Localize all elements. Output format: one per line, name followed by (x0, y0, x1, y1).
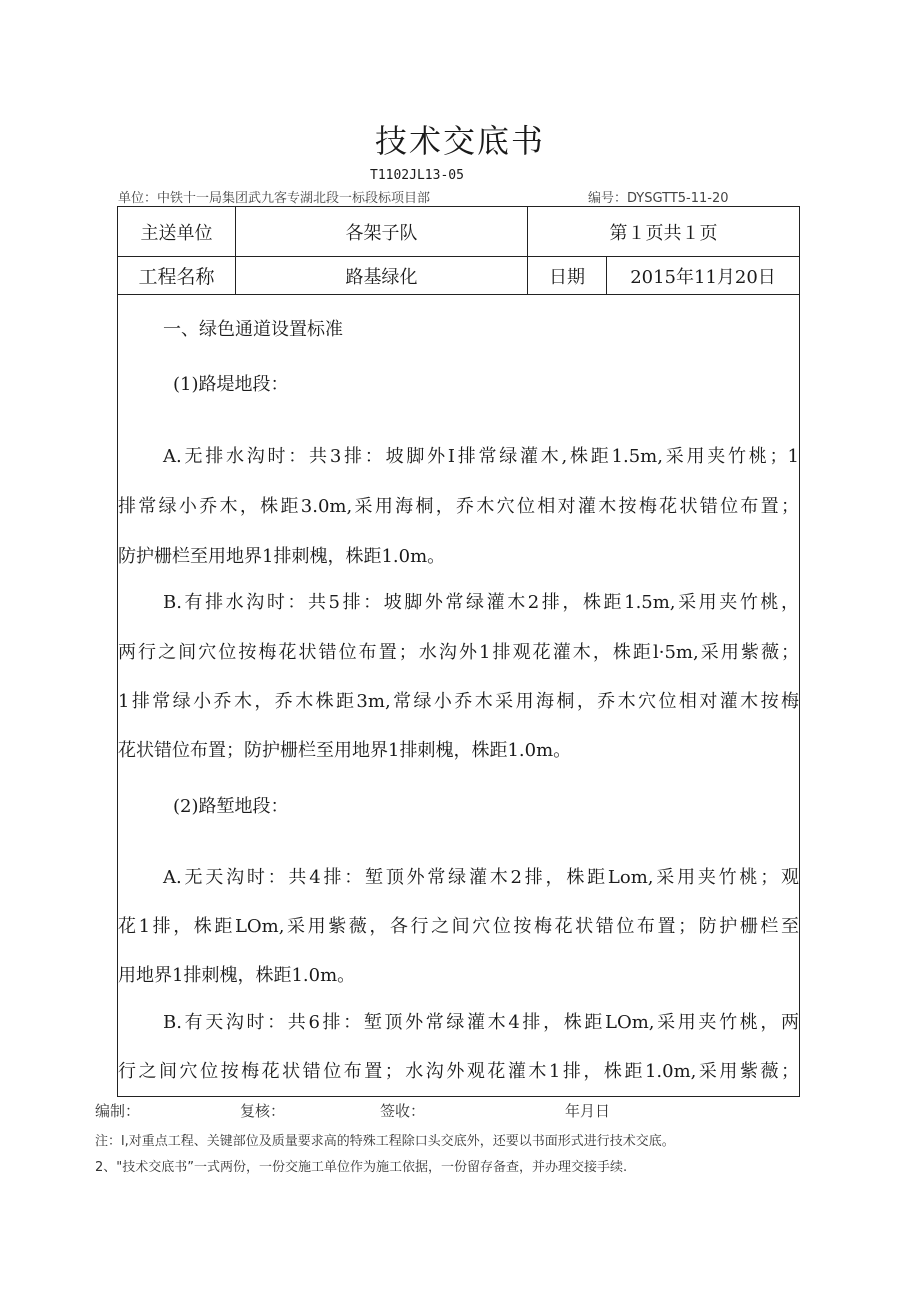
paragraph-line: B.有天沟时：共6排：堑顶外常绿灌木4排，株距LOm,采用夹竹桃，两 (163, 1012, 799, 1033)
project-label: 工程名称 (138, 266, 215, 288)
content-body (118, 295, 799, 1095)
paragraph-line: 两行之间穴位按梅花状错位布置；水沟外1排观花灌木，株距l·5m,采用紫薇； (118, 642, 799, 663)
recipient-label: 主送单位 (140, 222, 213, 244)
paragraph-line: A.无排水沟时：共3排：坡脚外I排常绿灌木,株距1.5m,采用夹竹桃；1 (163, 446, 799, 467)
paragraph-line: 防护栅栏至用地界1排刺槐，株距1.0m。 (118, 546, 446, 567)
section-heading: 一、绿色通道设置标准 (163, 319, 343, 340)
compiled-by-label: 编制： (95, 1102, 141, 1120)
serial-number: 编号：DYSGTT5-11-20 (588, 191, 729, 206)
document-title: 技术交底书 (374, 122, 545, 160)
unit-line: 单位：中铁十一局集团武九客专湖北段一标段标项目部 (118, 191, 431, 206)
paragraph-line: B.有排水沟时：共5排：坡脚外常绿灌木2排，株距1.5m,采用夹竹桃， (163, 592, 799, 613)
page-info: 第１页共１页 (609, 222, 718, 244)
subsection-embankment: (1)路堤地段： (173, 374, 289, 395)
sign-date-label: 年月日 (565, 1102, 611, 1120)
project-value: 路基绿化 (345, 266, 418, 288)
paragraph-line: 排常绿小乔木，株距3.0m,采用海桐，乔木穴位相对灌木按梅花状错位布置； (118, 496, 799, 517)
date-label: 日期 (549, 266, 585, 288)
paragraph-line: 行之间穴位按梅花状错位布置；水沟外观花灌木1排，株距1.0m,采用紫薇； (118, 1061, 799, 1082)
paragraph-line: 花状错位布置；防护栅栏至用地界1排刺槐，株距1.0m。 (118, 740, 572, 761)
document-code: T1102JL13-05 (370, 168, 464, 183)
paragraph-line: 1排常绿小乔木，乔木株距3m,常绿小乔木采用海桐，乔木穴位相对灌木按梅 (118, 691, 799, 712)
reviewed-by-label: 复核： (240, 1102, 286, 1120)
note-line: 2、"技术交底书”一式两份，一份交施工单位作为施工依据，一份留存备查，并办理交接手续. (95, 1160, 628, 1175)
date-value: 2015年11月20日 (630, 266, 776, 288)
paragraph-line: 花1排，株距LOm,采用紫薇，各行之间穴位按梅花状错位布置；防护栅栏至 (118, 916, 799, 937)
paragraph-line: A.无天沟时：共4排：堑顶外常绿灌木2排，株距Lom,采用夹竹桃；观 (163, 867, 799, 888)
paragraph-line: 用地界1排刺槐，株距1.0m。 (118, 965, 356, 986)
recipient-value: 各架子队 (345, 222, 418, 244)
subsection-cutting: (2)路堑地段： (173, 796, 289, 817)
received-by-label: 签收： (380, 1102, 426, 1120)
note-line: 注：l,对重点工程、关键部位及质量要求高的特殊工程除口头交底外，还要以书面形式进行技术交底。 (95, 1134, 675, 1149)
